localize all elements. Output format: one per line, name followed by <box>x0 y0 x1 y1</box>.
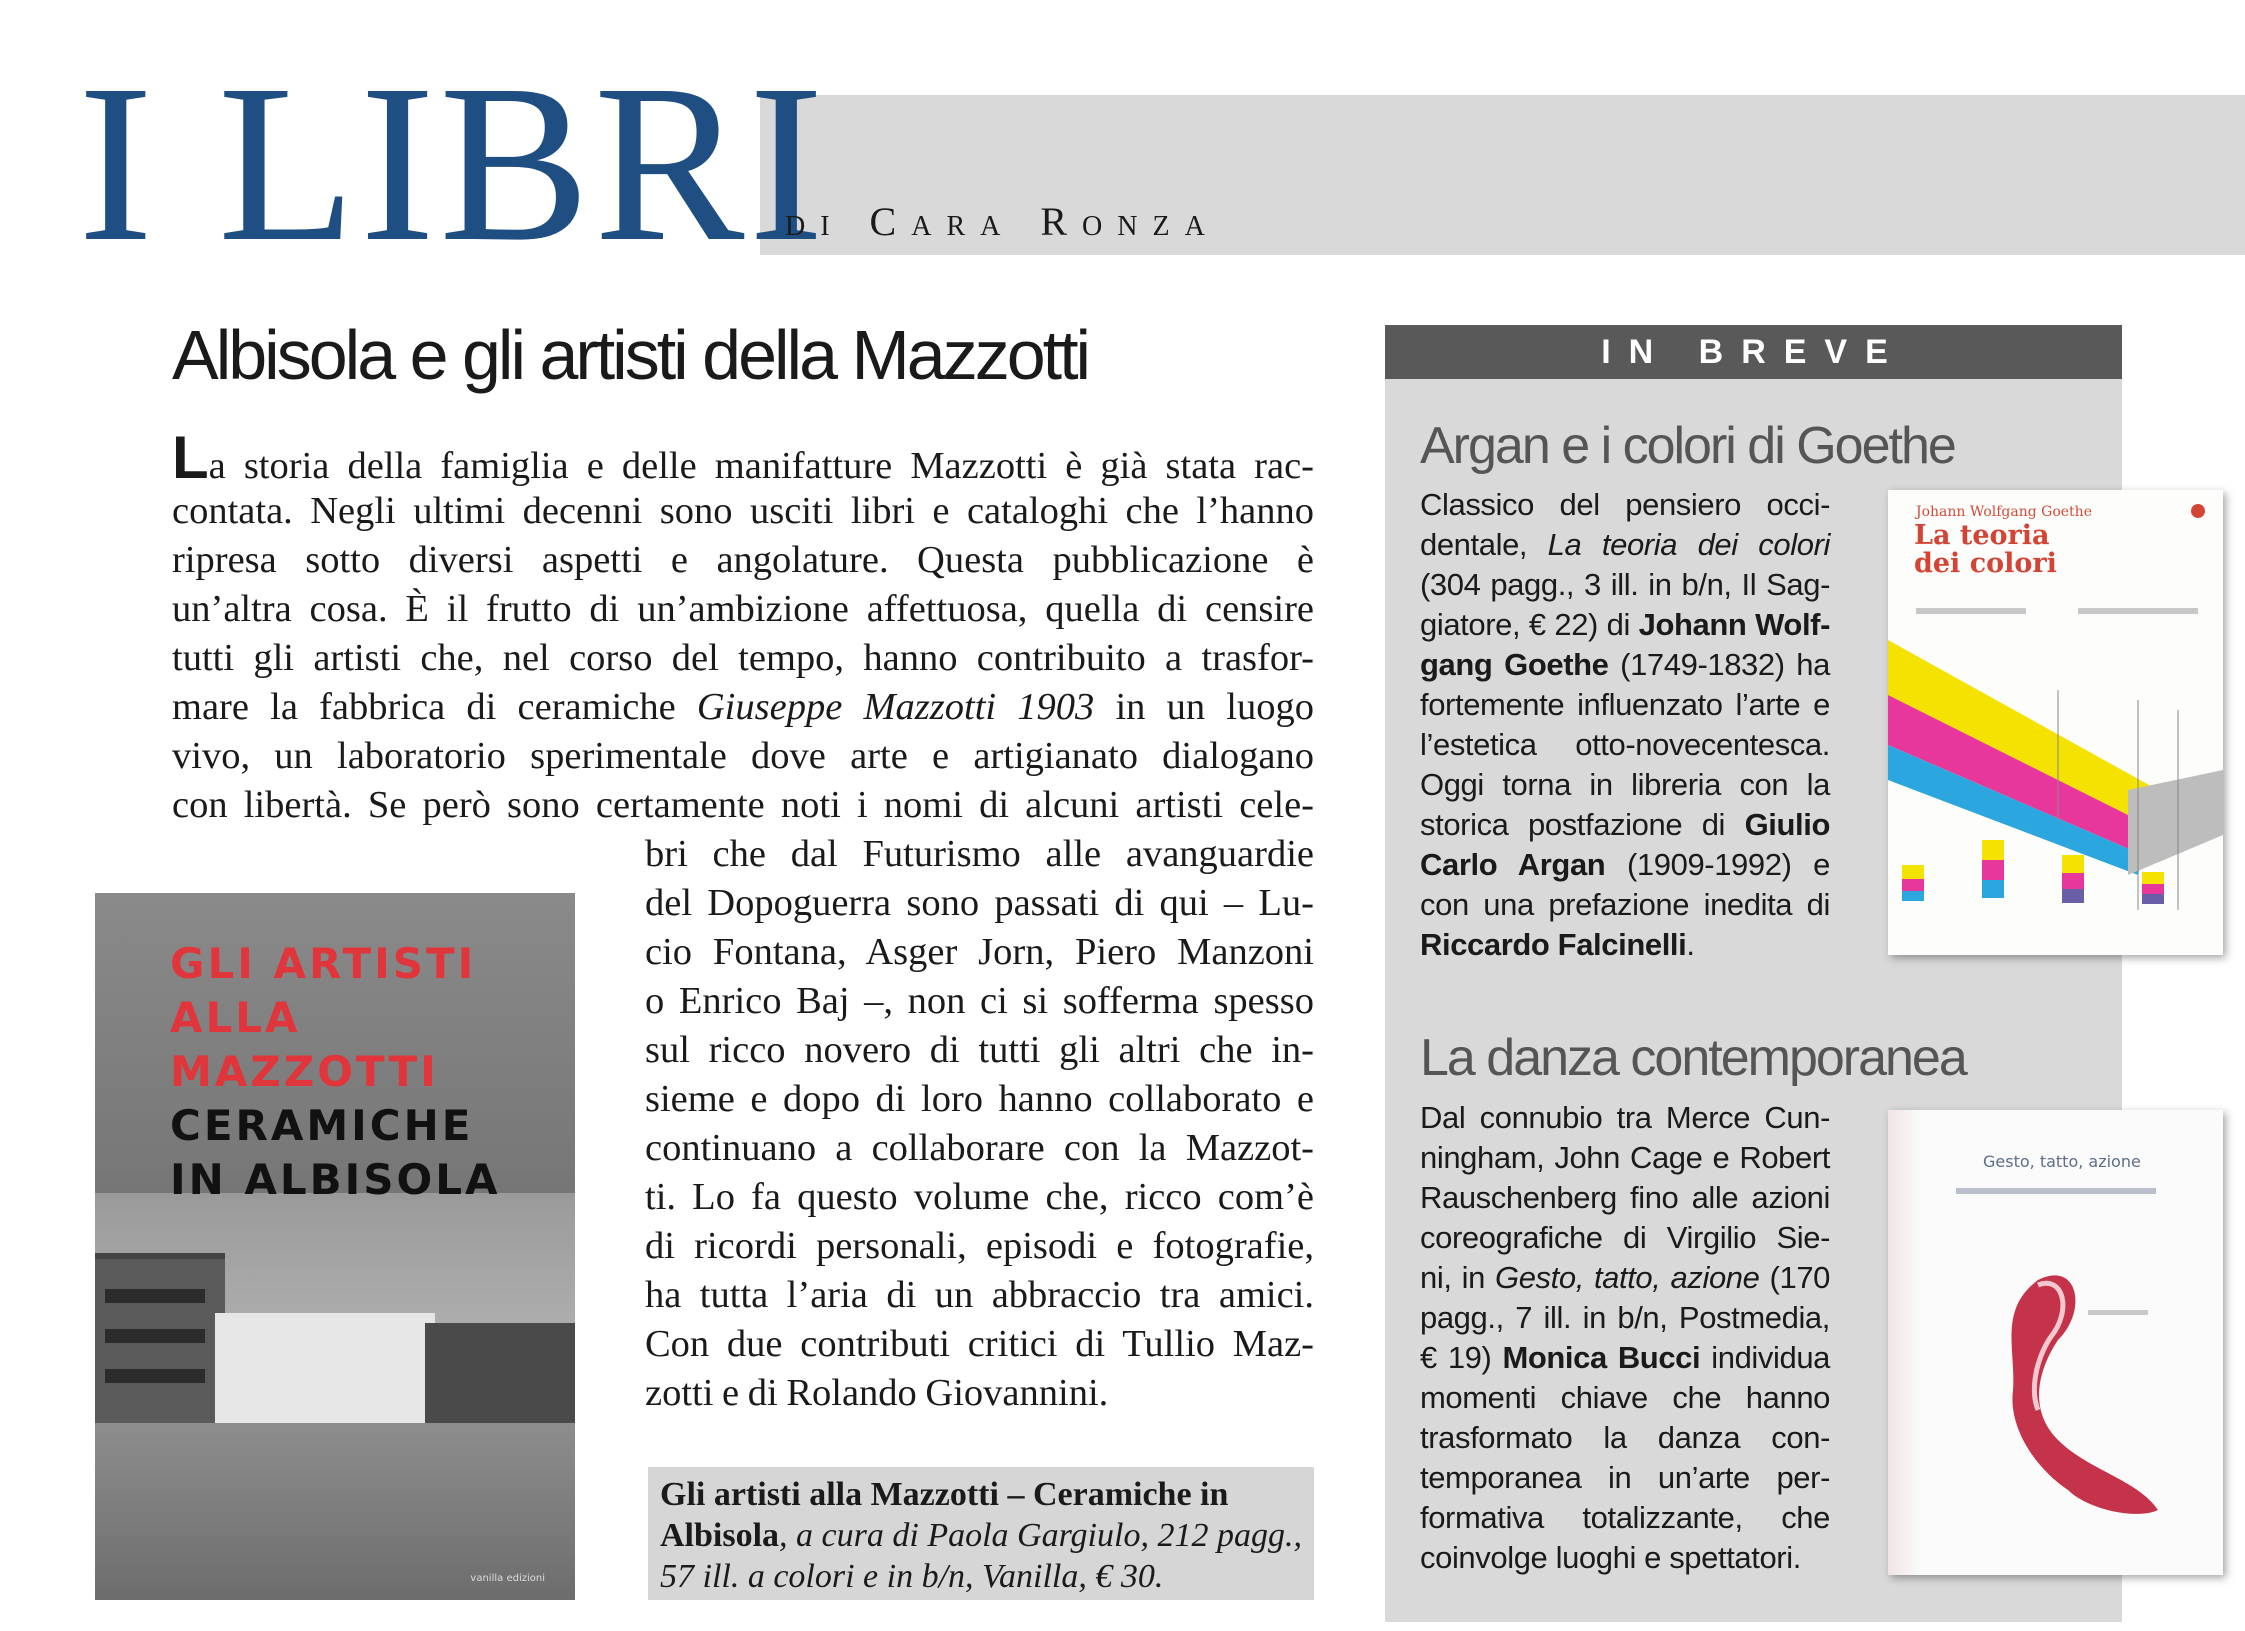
sidebar-headline-danza: La danza contemporanea <box>1420 1029 1966 1087</box>
side-line: storica postfazione di Giulio <box>1420 807 1830 842</box>
caption-line: Albisola, a cura di Paola Gargiulo, 212 pagg., <box>660 1517 1302 1554</box>
side-line: coreografiche di Virgilio Sie- <box>1420 1220 1830 1255</box>
body-line: un’altra cosa. È il frutto di un’ambizione affettuosa, quella di censire <box>172 588 1314 630</box>
body-line: cio Fontana, Asger Jorn, Piero Manzoni <box>645 931 1314 973</box>
masthead-title: I LIBRI <box>78 38 828 288</box>
side-line: Classico del pensiero occi- <box>1420 487 1830 522</box>
side-line: Carlo Argan (1909-1992) e <box>1420 847 1830 882</box>
body-line: La storia della famiglia e delle manifatture Mazzotti è già stata rac- <box>172 424 1314 491</box>
body-line: zotti e di Rolando Giovannini. <box>645 1372 1109 1414</box>
body-line: di ricordi personali, episodi e fotografie, <box>645 1225 1314 1267</box>
side-line: temporanea in un’arte per- <box>1420 1460 1830 1495</box>
article-headline: Albisola e gli artisti della Mazzotti <box>172 316 1089 394</box>
cover-building <box>215 1313 435 1423</box>
book-cover-teoria-colori <box>1888 490 2223 955</box>
side-line: con una prefazione inedita di <box>1420 887 1830 922</box>
body-line: bri che dal Futurismo alle avanguardie <box>645 833 1314 875</box>
cover-building <box>425 1323 575 1423</box>
side-line: ningham, John Cage e Robert <box>1420 1140 1830 1175</box>
side-line: Oggi torna in libreria con la <box>1420 767 1830 802</box>
cover-author: Johann Wolfgang Goethe <box>1916 504 2092 520</box>
body-line: o Enrico Baj –, non ci si sofferma spesso <box>645 980 1314 1022</box>
side-line: momenti chiave che hanno <box>1420 1380 1830 1415</box>
book-caption <box>648 1467 1314 1600</box>
side-line: Rauschenberg fino alle azioni <box>1420 1180 1830 1215</box>
side-line: formativa totalizzante, che <box>1420 1500 1830 1535</box>
side-line: € 19) Monica Bucci individua <box>1420 1340 1831 1375</box>
red-figure-illustration <box>1888 1110 2223 1575</box>
body-line: ti. Lo fa questo volume che, ricco com’è <box>645 1176 1314 1218</box>
side-line: fortemente influenzato l’arte e <box>1420 687 1830 722</box>
masthead-byline: di Cara Ronza <box>785 199 1220 244</box>
body-line: sul ricco novero di tutti gli altri che in- <box>645 1029 1314 1071</box>
body-line: ripresa sotto diversi aspetti e angolature. Questa pubblicazione è <box>172 539 1314 581</box>
body-line: continuano a collaborare con la Mazzot- <box>645 1127 1314 1169</box>
side-line: (304 pagg., 3 ill. in b/n, Il Sag- <box>1420 567 1830 602</box>
body-line: Con due contributi critici di Tullio Maz- <box>645 1323 1314 1365</box>
body-line: ha tutta l’aria di un abbraccio tra amici. <box>645 1274 1314 1316</box>
side-line: l’estetica otto-novecentesca. <box>1420 727 1830 762</box>
sidebar-headline-goethe: Argan e i colori di Goethe <box>1420 417 1955 475</box>
dropcap: L <box>172 424 209 491</box>
side-line: Dal connubio tra Merce Cun- <box>1420 1100 1830 1135</box>
side-line: gang Goethe (1749-1832) ha <box>1420 647 1830 682</box>
body-line: tutti gli artisti che, nel corso del tempo, hanno contribuito a trasfor- <box>172 637 1314 679</box>
body-line: mare la fabbrica di ceramiche Giuseppe Mazzotti 1903 in un luogo <box>172 686 1314 728</box>
cover-publisher: vanilla edizioni <box>470 1573 545 1584</box>
cover-title: GLI ARTISTI ALLA MAZZOTTI CERAMICHE IN ALBISOLA <box>170 939 501 1204</box>
body-line: del Dopoguerra sono passati di qui – Lu- <box>645 882 1314 924</box>
caption-line: 57 ill. a colori e in b/n, Vanilla, € 30. <box>660 1558 1164 1595</box>
sidebar-header: IN BREVE <box>1385 325 2122 379</box>
body-line: vivo, un laboratorio sperimentale dove arte e artigianato dialogano <box>172 735 1314 777</box>
cover-subtitle-bar <box>1916 608 2026 614</box>
cover-title: La teoria dei colori <box>1914 520 2057 579</box>
side-line: pagg., 7 ill. in b/n, Postmedia, <box>1420 1300 1830 1335</box>
side-line: ni, in Gesto, tatto, azione (170 <box>1420 1260 1830 1295</box>
side-line: Riccardo Falcinelli. <box>1420 927 1695 962</box>
side-line: giatore, € 22) di Johann Wolf- <box>1420 607 1831 642</box>
publisher-dot-icon <box>2191 504 2205 518</box>
cover-building <box>95 1253 225 1429</box>
body-line: contata. Negli ultimi decenni sono usciti libri e cataloghi che l’hanno <box>172 490 1314 532</box>
book-cover-gli-artisti <box>95 893 575 1600</box>
side-line: coinvolge luoghi e spettatori. <box>1420 1540 1801 1575</box>
caption-line: Gli artisti alla Mazzotti – Ceramiche in <box>660 1476 1229 1513</box>
cover-title: Gesto, tatto, azione <box>1983 1152 2141 1171</box>
body-line: sieme e dopo di loro hanno collaborato e <box>645 1078 1314 1120</box>
side-line: dentale, La teoria dei colori <box>1420 527 1830 562</box>
body-line: con libertà. Se però sono certamente noti i nomi di alcuni artisti cele- <box>172 784 1314 826</box>
side-line: trasformato la danza con- <box>1420 1420 1830 1455</box>
book-cover-gesto-tatto-azione <box>1888 1110 2223 1575</box>
italic-factory-name: Giuseppe Mazzotti 1903 <box>696 686 1095 728</box>
cover-subtitle-bar <box>2078 608 2198 614</box>
